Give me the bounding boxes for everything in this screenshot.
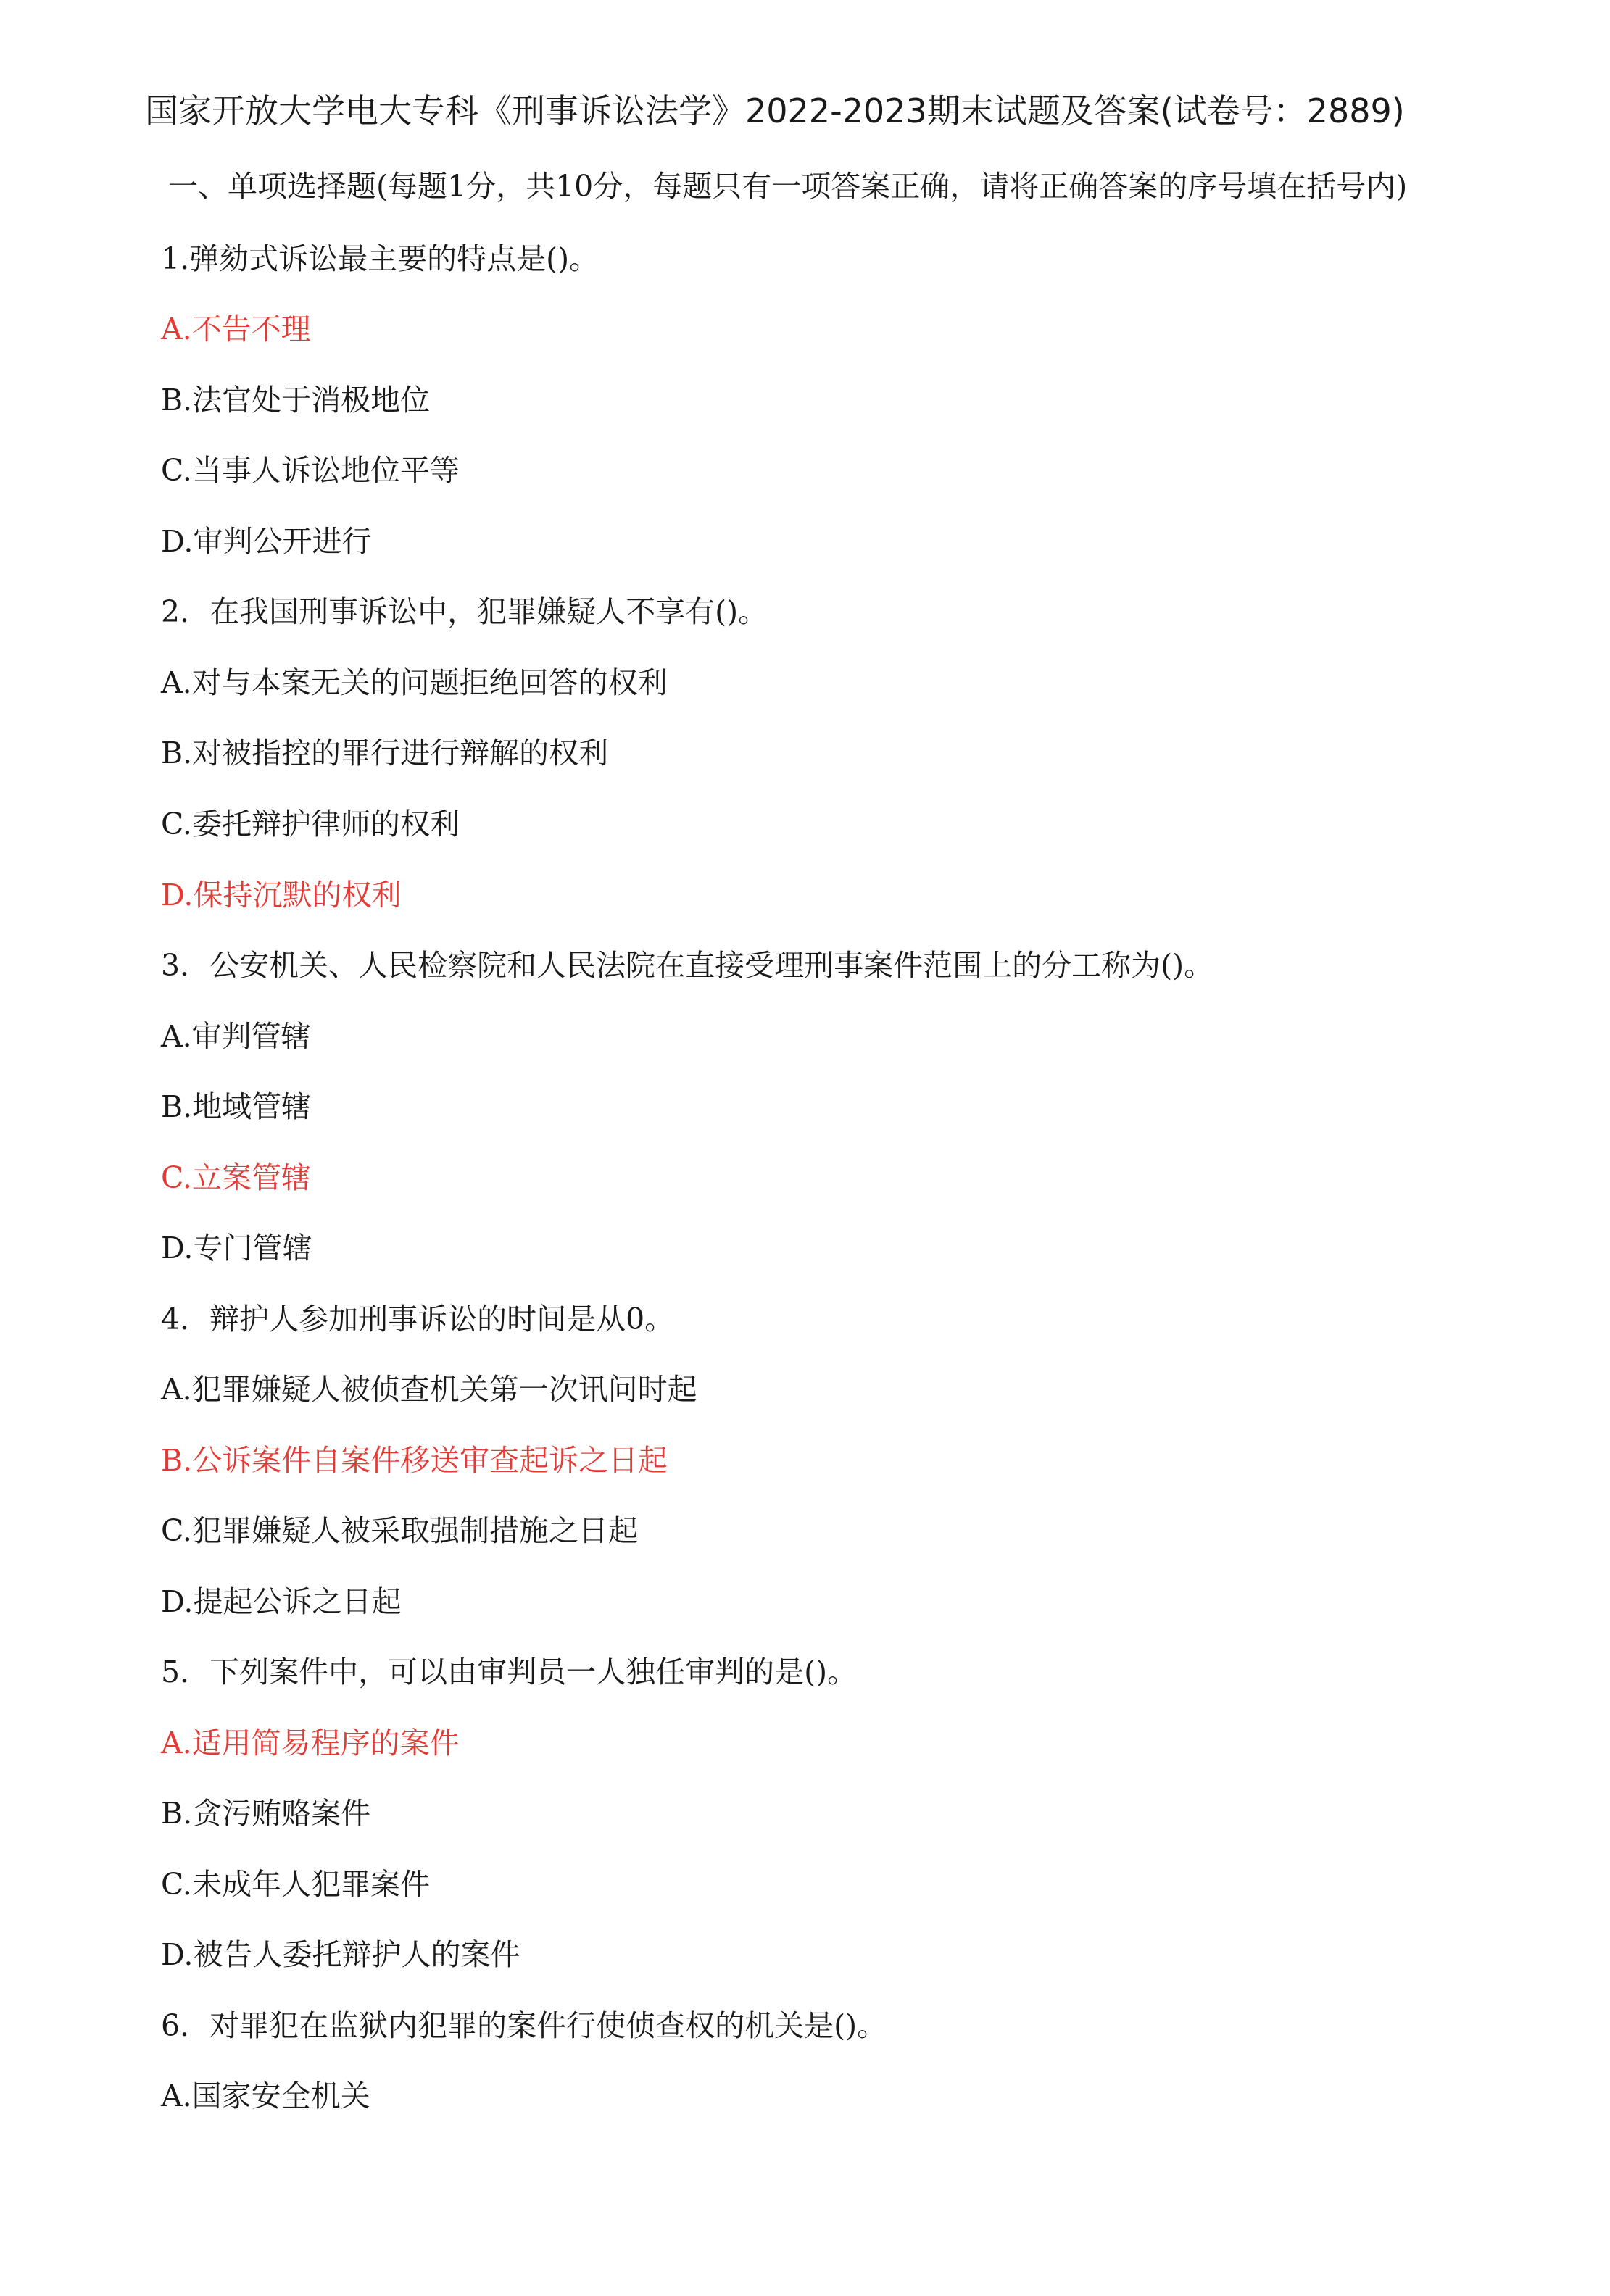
question-stem: 4．辩护人参加刑事诉讼的时间是从0。 [161, 1302, 675, 1336]
option-a-correct: A.不告不理 [161, 312, 311, 346]
option-d-correct: D.保持沉默的权利 [161, 878, 402, 912]
option-d: D.专门管辖 [161, 1231, 312, 1265]
option-b: B.对被指控的罪行进行辩解的权利 [161, 736, 609, 770]
option-d: D.审判公开进行 [161, 524, 372, 559]
option-c: C.委托辩护律师的权利 [161, 807, 460, 841]
option-b-correct: B.公诉案件自案件移送审查起诉之日起 [161, 1443, 668, 1478]
option-d: D.被告人委托辩护人的案件 [161, 1937, 520, 1972]
option-a: A.国家安全机关 [161, 2079, 370, 2113]
document-title: 国家开放大学电大专科《刑事诉讼法学》2022-2023期末试题及答案(试卷号：2889) [145, 91, 1405, 130]
question-stem: 6．对罪犯在监狱内犯罪的案件行使侦查权的机关是()。 [161, 2008, 887, 2043]
option-b: B.地域管辖 [161, 1089, 312, 1124]
question-stem: 1.弹劾式诉讼最主要的特点是()。 [161, 241, 599, 276]
option-a: A.犯罪嫌疑人被侦查机关第一次讯问时起 [161, 1372, 697, 1407]
option-b: B.法官处于消极地位 [161, 383, 431, 417]
option-d: D.提起公诉之日起 [161, 1584, 402, 1619]
question-stem: 5．下列案件中，可以由审判员一人独任审判的是()。 [161, 1655, 858, 1689]
option-c: C.未成年人犯罪案件 [161, 1867, 430, 1902]
question-stem: 3．公安机关、人民检察院和人民法院在直接受理刑事案件范围上的分工称为()。 [161, 948, 1214, 983]
option-a: A.对与本案无关的问题拒绝回答的权利 [161, 665, 668, 700]
option-c: C.犯罪嫌疑人被采取强制措施之日起 [161, 1513, 638, 1548]
section-heading: 一、单项选择题(每题1分，共10分，每题只有一项答案正确，请将正确答案的序号填在括号内) [168, 169, 1408, 204]
option-c: C.当事人诉讼地位平等 [161, 453, 460, 488]
option-c-correct: C.立案管辖 [161, 1160, 311, 1195]
option-a-correct: A.适用简易程序的案件 [161, 1726, 460, 1760]
option-b: B.贪污贿赂案件 [161, 1796, 371, 1831]
question-stem: 2．在我国刑事诉讼中，犯罪嫌疑人不享有()。 [161, 594, 768, 629]
option-a: A.审判管辖 [161, 1019, 311, 1054]
